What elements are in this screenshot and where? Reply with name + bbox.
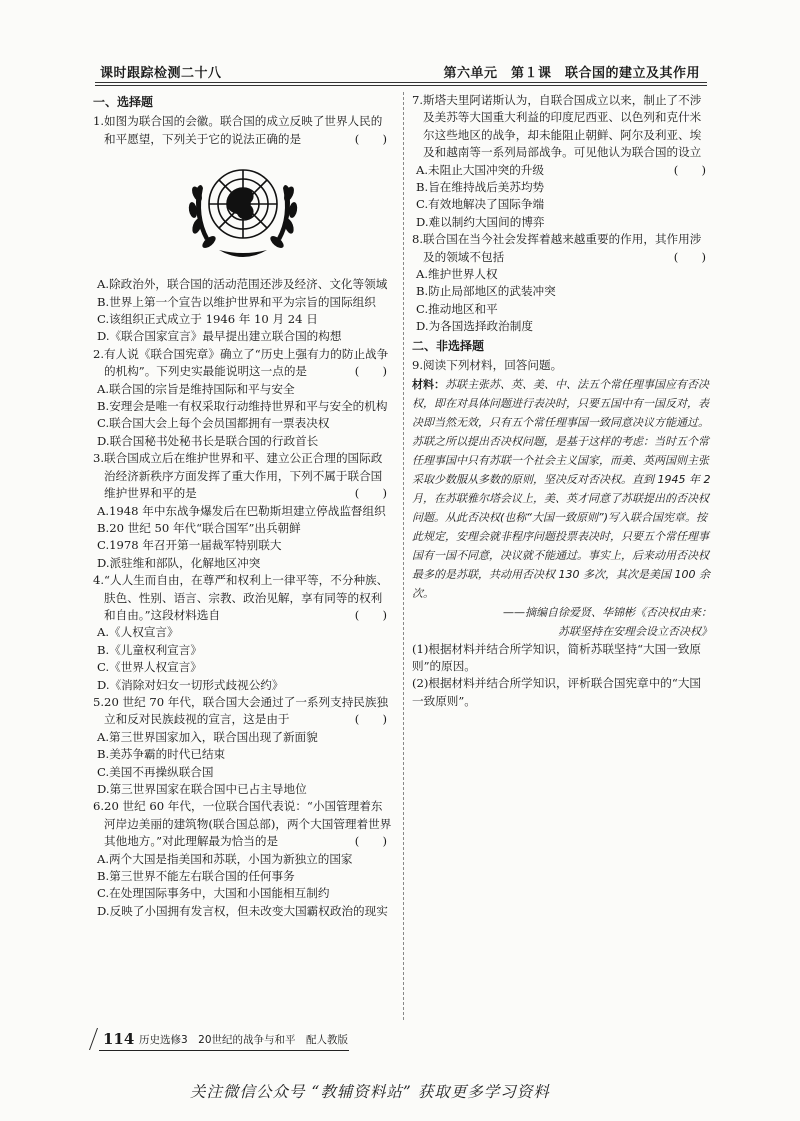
sub-question-1: (1)根据材料并结合所学知识，简析苏联坚持“大国一致原则”的原因。: [412, 641, 702, 673]
footer-rule: [99, 1050, 349, 1051]
header-rule-top: [95, 82, 707, 83]
answer-paren: ( ): [673, 249, 706, 264]
answer-paren: ( ): [354, 834, 387, 849]
option-a: A.第三世界国家加入，联合国出现了新面貌: [97, 729, 318, 744]
question-2: [93, 346, 393, 450]
question-stem: 5.20 世纪 70 年代，联合国大会通过了一系列支持民族独立和反对民族歧视的宣言，这是由于 ( ): [93, 694, 393, 729]
option-d: D.《联合国家宣言》最早提出建立联合国的构想: [97, 329, 342, 344]
option-b: B.第三世界不能左右联合国的任何事务: [97, 869, 295, 884]
option-c: C.《世界人权宣言》: [97, 660, 202, 675]
question-stem: 6.20 世纪 60 年代，一位联合国代表说：“小国管理着东河岸边美丽的建筑物(联合国总部)，两个大国管理着世界其他地方。”对此理解最为恰当的是 ( ): [93, 798, 393, 850]
option-c: C.该组织正式成立于 1946 年 10 月 24 日: [97, 312, 318, 327]
option-c: C.联合国大会上每个会员国都拥有一票表决权: [97, 416, 330, 431]
question-7: [412, 92, 712, 231]
option-d: D.反映了小国拥有发言权，但未改变大国霸权政治的现实: [97, 903, 388, 918]
answer-paren: ( ): [354, 486, 387, 501]
question-stem: 2.有人说《联合国宪章》确立了“历史上强有力的防止战争的机构”。下列史实最能说明这一点的是 ( ): [93, 346, 393, 381]
question-stem: 4.“人人生而自由，在尊严和权利上一律平等，不分种族、肤色、性别、语言、宗教、政治见解，享有同等的权利和自由。”这段材料选自 ( ): [93, 572, 393, 624]
option-b: B.防止局部地区的武装冲突: [416, 284, 556, 299]
answer-paren: ( ): [673, 162, 706, 177]
material-source-2: 苏联坚持在安理会设立否决权》: [558, 624, 712, 638]
option-a: A.联合国的宗旨是维持国际和平与安全: [97, 381, 295, 396]
option-a: A.两个大国是指美国和苏联，小国为新独立的国家: [97, 851, 353, 866]
option-a: A.除政治外，联合国的活动范围还涉及经济、文化等领域: [97, 277, 388, 292]
option-d: D.第三世界国家在联合国中已占主导地位: [97, 782, 307, 796]
header-rule-bottom: [95, 85, 707, 86]
option-a: A.未阻止大国冲突的升级: [416, 162, 544, 177]
question-3: [93, 450, 393, 572]
question-stem: 3.联合国成立后在维护世界和平、建立公正合理的国际政治经济新秩序方面发挥了重大作用，下列不属于联合国维护世界和平的是 ( ): [93, 450, 393, 502]
question-4: [93, 572, 393, 694]
question-9: [412, 357, 712, 710]
header-left: 课时跟踪检测二十八: [100, 66, 222, 81]
question-stem: 8.联合国在当今社会发挥着越来越重要的作用，其作用涉及的领域不包括 ( ): [412, 231, 712, 266]
option-a: A.维护世界人权: [416, 267, 498, 282]
option-d: D.派驻维和部队，化解地区冲突: [97, 555, 261, 570]
column-divider: [403, 92, 404, 1020]
answer-paren: ( ): [354, 364, 387, 379]
sub-question-2: (2)根据材料并结合所学知识，评析联合国宪章中的“大国一致原则”。: [412, 676, 702, 708]
section-choice: 一、选择题: [93, 95, 154, 109]
question-6: [93, 798, 393, 920]
material-text: 苏联主张苏、英、美、中、法五个常任理事国应有否决权，即在对具体问题进行表决时，只要五国中有一国反对，表决即当然无效，只有五个常任理事国一致同意决议方能通过。苏联之所以提出否决权问题，是基于这样的考虑：当时五个常任理事国中只有苏联一个社会主义国家，而美、英两国则主张采取少数服从多数的原则，坚决反对否决权。直到 1945 年 2 月，在苏联雅尔塔会议上，美、英才同意了苏联提出的否决权问题。从此否决权(也称“大国一致原则”)写入联合国宪章。按此规定，安理会就非程序问题投票表决时，只要五个常任理事国有一国不同意，决议就不能通过。事实上，后来动用否决权最多的是苏联，共动用否决权 130 多次，其次是美国 100 余次。: [412, 377, 711, 600]
page-number: 114: [103, 1030, 135, 1048]
answer-paren: ( ): [354, 131, 387, 146]
option-d: D.难以制约大国间的博弈: [416, 214, 545, 229]
header-right: 第六单元 第１课 联合国的建立及其作用: [443, 66, 700, 81]
book-title: 历史选修3 20世纪的战争与和平 配人教版: [139, 1034, 349, 1046]
option-d: D.联合国秘书处秘书长是联合国的行政首长: [97, 433, 319, 448]
option-b: B.20 世纪 50 年代“联合国军”出兵朝鲜: [97, 520, 301, 535]
answer-paren: ( ): [354, 712, 387, 727]
question-stem: 7.斯塔夫里阿诺斯认为，自联合国成立以来，制止了不涉及美苏等大国重大利益的印度尼西亚、以色列和克什米尔这些地区的战争，却未能阻止朝鲜、阿尔及利亚、埃及和越南等一系列局部战争。可见他认为联合国的设立 ( ): [412, 92, 712, 162]
question-5: [93, 694, 393, 798]
left-column: [93, 92, 393, 920]
right-column: [412, 92, 712, 710]
option-c: C.1978 年召开第一届裁军特别联大: [97, 538, 282, 553]
un-emblem-icon: [179, 154, 307, 268]
question-stem: 9.阅读下列材料，回答问题。: [412, 358, 563, 373]
material-source-1: ——摘编自徐爱贤、华锦彬《否决权由来：: [503, 605, 712, 619]
option-a: A.《人权宣言》: [97, 625, 179, 640]
option-c: C.在处理国际事务中，大国和小国能相互制约: [97, 886, 330, 901]
option-b: B.安理会是唯一有权采取行动维持世界和平与安全的机构: [97, 399, 388, 414]
question-1: [93, 113, 393, 345]
option-b: B.旨在维持战后美苏均势: [416, 180, 545, 195]
option-a: A.1948 年中东战争爆发后在巴勒斯坦建立停战监督组织: [97, 503, 386, 518]
option-c: C.美国不再操纵联合国: [97, 764, 214, 779]
material-label: 材料：: [412, 377, 445, 391]
question-stem: 1.如图为联合国的会徽。联合国的成立反映了世界人民的和平愿望，下列关于它的说法正确的是 ( ): [93, 113, 393, 148]
watermark: 关注微信公众号 “教辅资料站” 获取更多学习资料: [190, 1083, 550, 1101]
material-block: [412, 375, 712, 641]
option-d: D.《消除对妇女一切形式歧视公约》: [97, 677, 284, 692]
option-d: D.为各国选择政治制度: [416, 319, 533, 334]
option-c: C.推动地区和平: [416, 301, 498, 316]
question-8: [412, 231, 712, 335]
footer-slash: [89, 1028, 98, 1050]
section-nonchoice: 二、非选择题: [412, 338, 485, 353]
option-b: B.《儿童权利宣言》: [97, 642, 202, 657]
answer-paren: ( ): [354, 607, 387, 622]
option-b: B.世界上第一个宣告以维护世界和平为宗旨的国际组织: [97, 294, 376, 309]
option-b: B.美苏争霸的时代已结束: [97, 747, 226, 762]
option-c: C.有效地解决了国际争端: [416, 197, 545, 212]
